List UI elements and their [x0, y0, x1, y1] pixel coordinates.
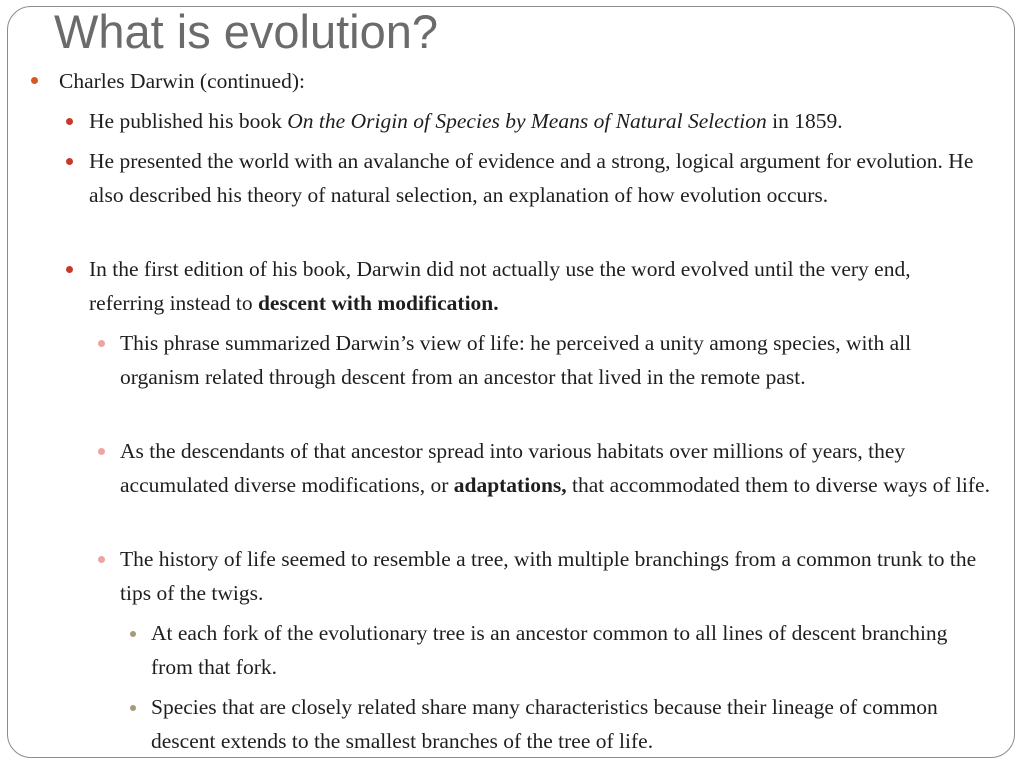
bullet-level3	[98, 556, 105, 563]
bullet-item-published: He published his book On the Origin of Species by Means of Natural Selection in 1859.	[89, 109, 843, 133]
bullet-level4	[130, 631, 136, 637]
bullet-item-descendants: As the descendants of that ancestor spread into various habitats over millions of years, they accumulated diverse modifications, or adaptations, that accommodated them to diverse ways of life.	[120, 439, 990, 497]
bullet-item-presented: He presented the world with an avalanche of evidence and a strong, logical argument for evolution. He also described his theory of natural selection, an explanation of how evolution occurs.	[89, 149, 974, 207]
bullet-level2	[66, 266, 73, 273]
bullet-item-darwin: Charles Darwin (continued):	[59, 69, 305, 93]
bullet-level4	[130, 705, 136, 711]
bullet-level2	[66, 158, 73, 165]
bullet-level3	[98, 448, 105, 455]
key-term: descent with modification.	[257, 291, 499, 315]
bullet-item-phrase: This phrase summarized Darwin’s view of life: he perceived a unity among species, with all organism related through descent from an ancestor that lived in the remote past.	[120, 331, 912, 389]
bullet-item-species: Species that are closely related share many characteristics because their lineage of common descent extends to the smallest branches of the tree of life.	[151, 695, 938, 753]
bullet-level1	[31, 77, 38, 84]
book-title: On the Origin of Species by Means of Natural Selection	[287, 109, 767, 133]
bullet-item-tree: The history of life seemed to resemble a tree, with multiple branchings from a common trunk to the tips of the twigs.	[120, 547, 977, 605]
slide-title: What is evolution?	[54, 5, 439, 58]
bullet-level2	[66, 118, 73, 125]
bullet-item-first-edition: In the first edition of his book, Darwin did not actually use the word evolved until the very end, referring instead to descent with modification.	[89, 257, 911, 315]
bullet-level3	[98, 340, 105, 347]
key-term: adaptations,	[453, 473, 567, 497]
bullet-item-fork: At each fork of the evolutionary tree is an ancestor common to all lines of descent branching from that fork.	[151, 621, 948, 679]
